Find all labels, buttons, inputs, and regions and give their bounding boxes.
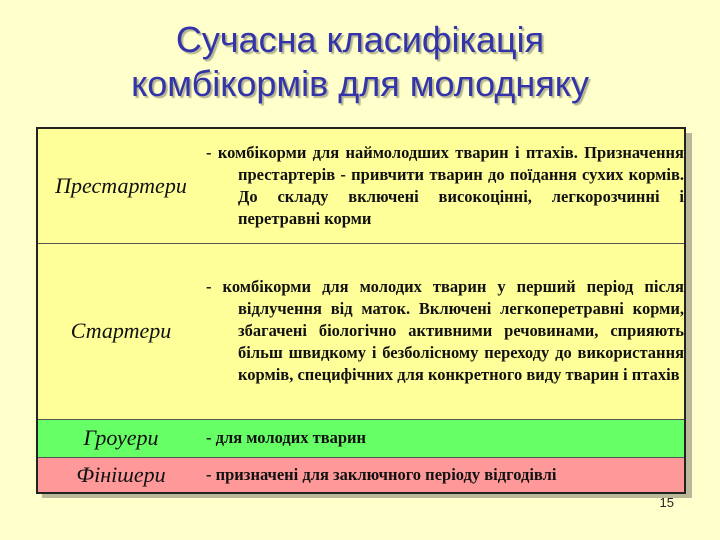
table-row-growers <box>37 419 685 457</box>
slide-title-line-2: комбікормів для молодняку <box>131 63 589 104</box>
slide-title <box>0 18 720 106</box>
classification-table <box>36 127 686 494</box>
term-cell: Фінішери <box>37 457 204 493</box>
term-cell: Стартери <box>37 243 204 419</box>
definition-cell <box>204 457 685 493</box>
definition-cell <box>204 243 685 419</box>
definition-cell <box>204 128 685 243</box>
term-cell: Престартери <box>37 128 204 243</box>
definition-text: - призначені для заключного періоду відгодівлі <box>206 464 557 484</box>
slide-title-line-1: Сучасна класифікація <box>175 19 545 60</box>
definition-text: - комбікорми для наймолодших тварин і птахів. Призначення престартерів - привчити тварин до поїдання сухих кормів. До складу включені високоцінні, легкорозчинні і перетравні корми <box>206 142 684 228</box>
page-number: 15 <box>659 495 674 510</box>
definition-text: - комбікорми для молодих тварин у перший період після відлучення від маток. Включені легкоперетравні корми, збагачені біологічно активними речовинами, сприяють більш швидкому і безболісному переходу до використання кормів, специфічних для конкретного виду тварин і птахів <box>206 277 684 384</box>
term-cell: Гроуери <box>37 419 204 457</box>
table-row-starters <box>37 243 685 419</box>
table-row-prestarters <box>37 128 685 243</box>
table-row-finishers <box>37 457 685 493</box>
definition-text: - для молодих тварин <box>206 428 367 447</box>
definition-cell <box>204 419 685 457</box>
